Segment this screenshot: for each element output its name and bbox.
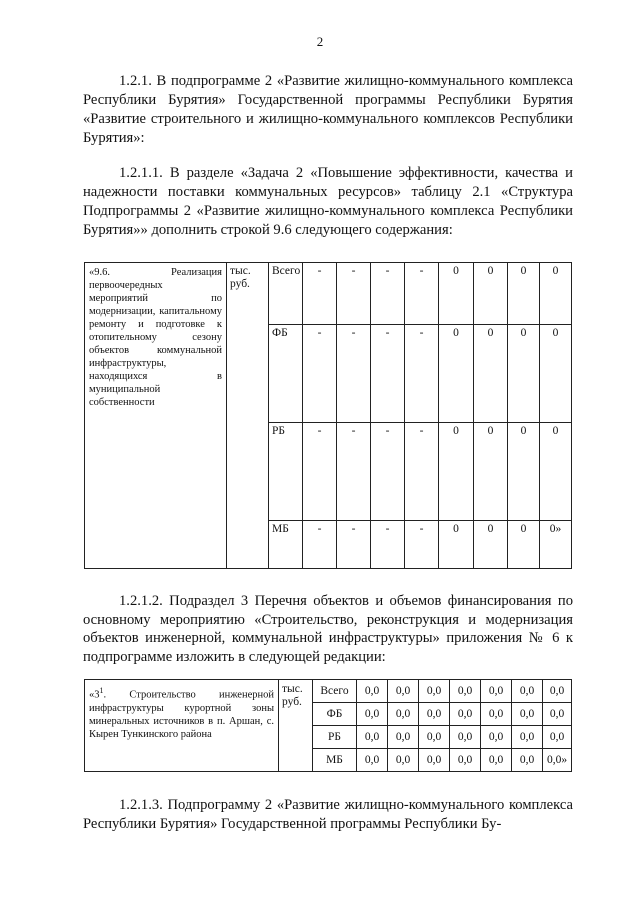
table2-description-sup: 1 (99, 686, 104, 695)
table1-value-cell: 0 (474, 325, 508, 423)
paragraph-1-2-1-3: 1.2.1.3. Подпрограмму 2 «Развитие жилищно-коммунального комплекса Республики Бурятия» Государственной программы Республики Бу- (83, 797, 573, 832)
table2-value-cell: 0,0 (543, 726, 572, 749)
table2-value-cell: 0,0 (388, 680, 419, 703)
table2-level-cell: РБ (313, 726, 357, 749)
table2-value-cell: 0,0 (419, 703, 450, 726)
table1-value-cell: 0 (540, 325, 572, 423)
table2-value-cell: 0,0» (543, 749, 572, 772)
table1-value-cell: - (405, 263, 439, 325)
table1-value-cell: 0 (439, 423, 474, 521)
table1-value-cell: - (303, 423, 337, 521)
table2-value-cell: 0,0 (512, 680, 543, 703)
table2-value-cell: 0,0 (419, 680, 450, 703)
table2-value-cell: 0,0 (419, 749, 450, 772)
table2-value-cell: 0,0 (388, 749, 419, 772)
table2-value-cell: 0,0 (512, 703, 543, 726)
table1-value-cell: - (371, 521, 405, 569)
table1-value-cell: - (405, 325, 439, 423)
table2-value-cell: 0,0 (357, 749, 388, 772)
table1-value-cell: 0» (540, 521, 572, 569)
table2-value-cell: 0,0 (512, 726, 543, 749)
table2-value-cell: 0,0 (450, 726, 481, 749)
table2-value-cell: 0,0 (357, 703, 388, 726)
table2-value-cell: 0,0 (357, 680, 388, 703)
table1-value-cell: 0 (439, 325, 474, 423)
table2-value-cell: 0,0 (450, 703, 481, 726)
table1-value-cell: 0 (508, 263, 540, 325)
table2-value-cell: 0,0 (481, 680, 512, 703)
table2-value-cell: 0,0 (481, 726, 512, 749)
table1-value-cell: 0 (474, 423, 508, 521)
table1-value-cell: - (371, 325, 405, 423)
table1-value-cell: 0 (540, 423, 572, 521)
table1-value-cell: 0 (508, 521, 540, 569)
table2-value-cell: 0,0 (512, 749, 543, 772)
financing-objects-table (84, 679, 572, 772)
paragraph-1-2-1-2: 1.2.1.2. Подраздел 3 Перечня объектов и объемов финансирования по основному мероприятию «Строительство, реконструкция и модернизация объектов инженерной, коммунальной инфраструктуры» приложения № 6 к подпрограмме изложить в следующей редакции: (83, 593, 573, 665)
table-row (85, 263, 572, 325)
table1-value-cell: - (371, 423, 405, 521)
table2-value-cell: 0,0 (388, 703, 419, 726)
table1-description: «9.6. Реализация первоочередных мероприятий по модернизации, капитальному ремонту и подготовке к отопительному сезону объектов коммунальной инфраструктуры, находящихся в муниципальной собственности (85, 263, 227, 569)
table1-value-cell: - (405, 521, 439, 569)
table2-value-cell: 0,0 (450, 749, 481, 772)
table2-value-cell: 0,0 (419, 726, 450, 749)
table1-value-cell: - (405, 423, 439, 521)
table1-value-cell: 0 (474, 263, 508, 325)
structure-table-row-9-6 (84, 262, 572, 569)
table1-level-cell: РБ (269, 423, 303, 521)
table2-value-cell: 0,0 (388, 726, 419, 749)
table2-value-cell: 0,0 (450, 680, 481, 703)
table1-value-cell: - (303, 325, 337, 423)
table1-value-cell: - (337, 423, 371, 521)
table1-unit: тыс. руб. (227, 263, 269, 569)
table2-body (85, 680, 572, 772)
table2-value-cell: 0,0 (543, 703, 572, 726)
table2-description: «$3^1$. Строительство инженерной инфраструктуры курортной зоны минеральных источников в п. Аршан, с. Кырен Тункинского района (85, 680, 279, 772)
table1-body (85, 263, 572, 569)
table-row (85, 680, 572, 703)
table2-level-cell: ФБ (313, 703, 357, 726)
table1-value-cell: 0 (508, 423, 540, 521)
table1-level-cell: Всего (269, 263, 303, 325)
table1-value-cell: - (303, 263, 337, 325)
table2-value-cell: 0,0 (481, 749, 512, 772)
table2-value-cell: 0,0 (357, 726, 388, 749)
table1-value-cell: - (337, 263, 371, 325)
table1-value-cell: 0 (508, 325, 540, 423)
table2-value-cell: 0,0 (481, 703, 512, 726)
table2-level-cell: Всего (313, 680, 357, 703)
table1-value-cell: - (337, 521, 371, 569)
table1-value-cell: 0 (540, 263, 572, 325)
table1-level-cell: МБ (269, 521, 303, 569)
table1-value-cell: - (337, 325, 371, 423)
table2-value-cell: 0,0 (543, 680, 572, 703)
table1-level-cell: ФБ (269, 325, 303, 423)
page-number: 2 (316, 34, 324, 49)
table2-unit: тыс. руб. (279, 680, 313, 772)
table2-level-cell: МБ (313, 749, 357, 772)
paragraph-1-2-1-1: 1.2.1.1. В разделе «Задача 2 «Повышение эффективности, качества и надежности поставки коммунальных ресурсов» таблицу 2.1 «Структура Подпрограммы 2 «Развитие жилищно-коммунального комплекса Республики Бурятия»» дополнить строкой 9.6 следующего содержания: (83, 165, 573, 238)
table1-value-cell: 0 (439, 263, 474, 325)
table1-value-cell: - (303, 521, 337, 569)
paragraph-1-2-1: 1.2.1. В подпрограмме 2 «Развитие жилищно-коммунального комплекса Республики Бурятия» Государственной программы Республики Бурятия «Развитие строительного и жилищно-коммунального комплексов Республики Бурятия»: (83, 73, 573, 146)
table1-value-cell: 0 (439, 521, 474, 569)
table1-value-cell: 0 (474, 521, 508, 569)
table1-value-cell: - (371, 263, 405, 325)
